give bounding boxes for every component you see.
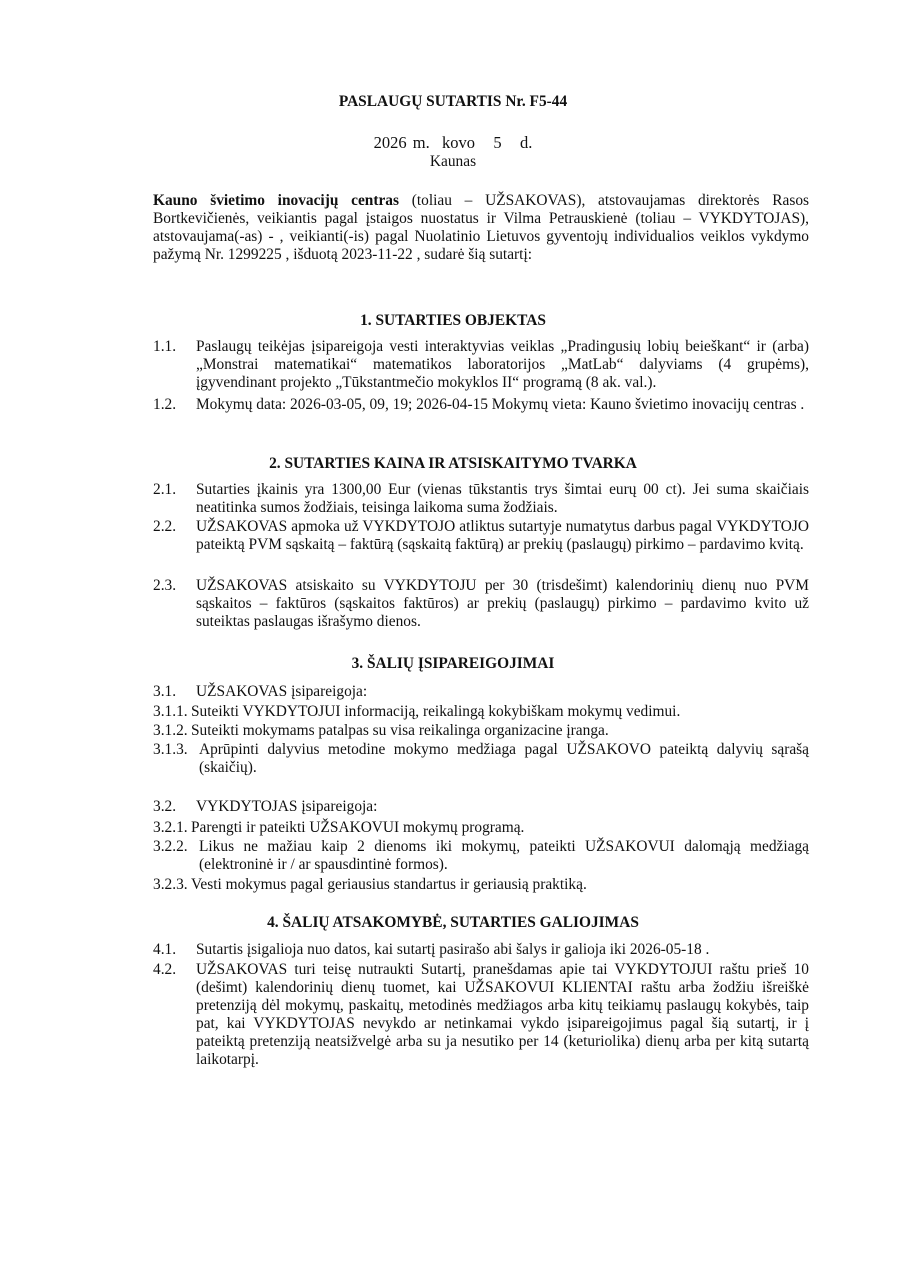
clause	[153, 961, 809, 1069]
clause	[153, 798, 809, 816]
clause	[153, 741, 809, 777]
clause-number: 2.2.	[153, 518, 177, 535]
clause-text: Mokymų data: 2026-03-05, 09, 19; 2026-04-15 Mokymų vieta: Kauno švietimo inovacijų centras .	[196, 396, 805, 413]
contract-date: 2026 m. kovo 5 d.	[373, 133, 533, 152]
clause-number: 3.1.1.	[153, 703, 188, 720]
clause-text: UŽSAKOVAS turi teisę nutraukti Sutartį, pranešdamas apie tai VYKDYTOJUI raštu prieš 10 (dešimt) kalendorinių dienų tuomet, kai UŽSAKOVUI KLIENTAI raštu arba žodžiu išreiškė pretenziją dėl mokymų, paskaitų, metodinės medžiagos arba kitų teikiamų paslaugų kokybės, taip pat, kai VYKDYTOJAS nevykdo ar netinkamai vykdo įsipareigojimus pagal šią sutartį, ir į pateiktą pretenziją neatsižvelgė arba su ja nesutiko per 14 (keturiolika) dienų arba per kitą sutartą laikotarpį.	[196, 961, 809, 1068]
clause-text: VYKDYTOJAS įsipareigoja:	[196, 798, 378, 815]
clause	[153, 819, 809, 837]
clause-number: 3.2.	[153, 798, 177, 815]
intro-paragraph	[153, 192, 809, 264]
clause	[153, 941, 809, 959]
clause	[153, 876, 809, 894]
page-title: PASLAUGŲ SUTARTIS Nr. F5-44	[338, 93, 568, 110]
section-heading: 2. SUTARTIES KAINA IR ATSISKAITYMO TVARKA	[269, 455, 637, 472]
clause-text: Vesti mokymus pagal geriausius standartus ir geriausią praktiką.	[191, 876, 587, 893]
section-heading: 4. ŠALIŲ ATSAKOMYBĖ, SUTARTIES GALIOJIMAS	[267, 914, 639, 931]
clause-text: Sutartis įsigalioja nuo datos, kai sutartį pasirašo abi šalys ir galioja iki 2026-05-18 .	[196, 941, 710, 958]
intro-text: (toliau – UŽSAKOVAS), atstovaujamas direktorės Rasos Bortkevičienės, veikiantis pagal įstaigos nuostatus ir Vilma Petrauskienė (toliau – VYKDYTOJAS), atstovaujama(-as) - , veikianti(-is) pagal Nuolatinio Lietuvos gyventojų individualios veiklos vykdymo pažymą Nr. 1299225 , išduotą 2023-11-22 , sudarė šią sutartį:	[153, 192, 810, 263]
clause-text: UŽSAKOVAS atsiskaito su VYKDYTOJU per 30 (trisdešimt) kalendorinių dienų nuo PVM sąskaitos – faktūros (sąskaitos faktūros) ar prekių (paslaugų) pirkimo – pardavimo kvito už suteiktas paslaugas išrašymo dienos.	[196, 577, 809, 630]
clause-number: 3.2.1.	[153, 819, 188, 836]
clause-number: 2.1.	[153, 481, 177, 498]
clause-number: 3.1.2.	[153, 722, 188, 739]
clause-text: Aprūpinti dalyvius metodine mokymo medžiaga pagal UŽSAKOVO pateiktą dalyvių sąrašą (skaičių).	[199, 741, 809, 776]
clause-text: Likus ne mažiau kaip 2 dienoms iki mokymų, pateikti UŽSAKOVUI dalomąją medžiagą (elektroninė ir / ar spausdintinė formos).	[199, 838, 809, 873]
clause	[153, 577, 809, 631]
clause	[153, 518, 809, 554]
clause	[153, 722, 809, 740]
clause-number: 3.1.	[153, 683, 177, 700]
clause	[153, 338, 809, 392]
section-heading: 3. ŠALIŲ ĮSIPAREIGOJIMAI	[351, 655, 555, 672]
clause-number: 4.1.	[153, 941, 177, 958]
clause-text: UŽSAKOVAS įsipareigoja:	[196, 683, 368, 700]
clause	[153, 683, 809, 701]
clause-text: UŽSAKOVAS apmoka už VYKDYTOJO atliktus sutartyje numatytus darbus pagal VYKDYTOJO pateiktą PVM sąskaitą – faktūrą (sąskaitą faktūrą) ar prekių (paslaugų) pirkimo – pardavimo kvitą.	[196, 518, 809, 553]
clause-text: Paslaugų teikėjas įsipareigoja vesti interaktyvias veiklas „Pradingusių lobių beieškant“ ir (arba) „Monstrai matematikai“ matematikos laboratorijos „MatLab“ dalyviams (4 grupėms), įgyvendinant projekto „Tūkstantmečio mokyklos II“ programą (8 ak. val.).	[196, 338, 809, 391]
clause-number: 3.2.3.	[153, 876, 188, 893]
clause	[153, 481, 809, 517]
clause-text: Suteikti VYKDYTOJUI informaciją, reikalingą kokybiškam mokymų vedimui.	[191, 703, 681, 720]
clause-text: Parengti ir pateikti UŽSAKOVUI mokymų programą.	[191, 819, 525, 836]
clause-number: 3.1.3.	[153, 741, 188, 758]
section-heading: 1. SUTARTIES OBJEKTAS	[360, 312, 546, 329]
clause-number: 1.1.	[153, 338, 177, 355]
clause-number: 3.2.2.	[153, 838, 188, 855]
intro-party-name: Kauno švietimo inovacijų centras	[153, 192, 399, 209]
clause	[153, 396, 809, 414]
clause-text: Sutarties įkainis yra 1300,00 Eur (vienas tūkstantis trys šimtai eurų 00 ct). Jei suma skaičiais neatitinka sumos žodžiais, teisinga laikoma suma žodžiais.	[196, 481, 809, 516]
clause-number: 4.2.	[153, 961, 177, 978]
clause	[153, 703, 809, 721]
clause-number: 2.3.	[153, 577, 177, 594]
clause-text: Suteikti mokymams patalpas su visa reikalinga organizacine įranga.	[191, 722, 609, 739]
contract-city: Kaunas	[429, 153, 477, 170]
clause-number: 1.2.	[153, 396, 177, 413]
clause	[153, 838, 809, 874]
